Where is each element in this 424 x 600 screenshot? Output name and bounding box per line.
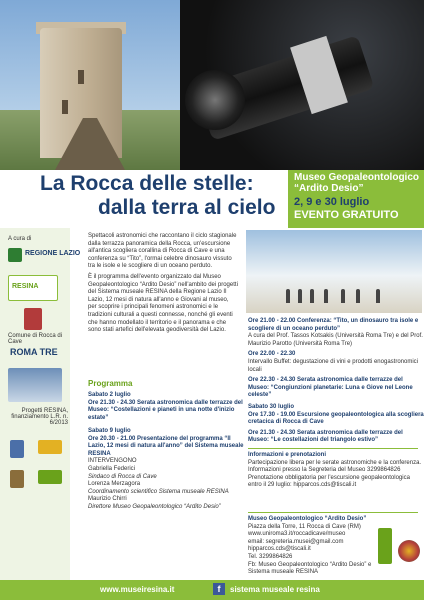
buffet-text: Intervallo Buffet: degustazione di vini e prodotti enogastronomici locali	[248, 358, 418, 373]
crest-icon	[10, 470, 24, 488]
roma-tre-logo: ROMA TRE	[10, 347, 58, 357]
tower-window	[78, 70, 84, 84]
partner-logo	[38, 470, 62, 484]
museum-heading: Museo Geopaleontologico “Ardito Desio”	[248, 516, 367, 522]
museum-phone: Tel. 3299864826	[248, 553, 293, 560]
divider	[248, 448, 418, 449]
speakers-label: INTERVENGONO	[88, 458, 137, 465]
speaker-name: Lorenza Merzagora	[88, 481, 141, 488]
intro-text	[88, 233, 238, 338]
speaker-role: Sindaco di Rocca di Cave	[88, 473, 157, 480]
resina-side-logo	[378, 528, 392, 564]
right-events	[248, 318, 424, 445]
info-heading: Informazioni e prenotazioni	[248, 452, 327, 458]
speaker-name: Gabriella Federici	[88, 465, 136, 472]
intro-paragraph: È il programma dell'evento organizzato dal Museo Geopaleontologico “Ardito Desio” nell'ambito dei progetti del Sistema museale RESINA della Regione Lazio Il Lazio, 12 mesi di natura all'anno e Giovani al museo, per scoprire i principali fenomeni astronomici e le tradizioni culturali a questi connesse, nonché gli eventi che hanno modellato il territorio e il panorama e che sono stati artefici dell'elevata geodiversità del Lazio.	[88, 273, 238, 334]
main-title-line1: La Rocca delle stelle:	[40, 172, 254, 195]
tower-window	[62, 100, 68, 114]
hero-photos	[0, 0, 424, 170]
day2-event: Ore 20.30 - 21.00 Presentazione del programma “Il Lazio, 12 mesi di natura all'anno” del Sistema museale RESINA	[88, 435, 244, 457]
info-text: Prenotazione obbligatoria per l'escursione geopaleontologica entro il 29 luglio: hipparcos.cds@tiscali.it	[248, 474, 410, 489]
speaker-role: Coordinamento scientifico Sistema museale RESINA	[88, 488, 229, 495]
sky-thumbnail	[8, 368, 62, 402]
museum-email-link[interactable]: hipparcos.cds@tiscali.it	[248, 546, 311, 553]
facebook-icon[interactable]: f	[213, 583, 225, 595]
buffet-time: Ore 22.00 - 22.30	[248, 351, 296, 358]
speaker-name: Maurizio Chirri	[88, 496, 127, 503]
comune-label: Comune di Rocca di Cave	[8, 333, 63, 345]
day2-date: Sabato 9 luglio	[88, 428, 131, 434]
footer-website-link[interactable]: www.museiresina.it	[100, 585, 175, 594]
info-text: Informazioni presso la Segreteria del Museo 3299864826	[248, 467, 401, 474]
program-day2	[88, 428, 248, 512]
resina-label: RESINA	[12, 283, 39, 290]
a-cura-label: A cura di	[8, 236, 32, 242]
info-section	[248, 452, 424, 490]
museum-website-link[interactable]: www.uniroma3.it/roccadicave/museo	[248, 531, 346, 538]
badge-free: EVENTO GRATUITO	[294, 209, 399, 221]
day1-event: Ore 21.30 - 24.30 Serata astronomica dalle terrazze del Museo: “Costellazioni e pianeti in una notte d'inizio estate”	[88, 399, 243, 421]
progetti-note: Progetti RESINA, finanziamento L.R. n. 6/2013	[11, 408, 68, 426]
astronomy-event: Ore 22.30 - 24.30 Serata astronomica dalle terrazze del Museo: “Congiunzioni planetarie: Luna e Giove nel Leone celeste”	[248, 377, 413, 399]
footer-bar	[0, 580, 424, 600]
speaker-role: Direttore Museo Geopaleontologico “Ardito Desio”	[88, 503, 221, 510]
program-day1	[88, 392, 248, 422]
divider	[248, 512, 418, 513]
footer-social-label: sistema museale resina	[230, 585, 320, 594]
telescope-lens	[185, 70, 245, 130]
conference-speakers: A cura del Prof. Tassos Kotsakis (Università Roma Tre) e del Prof. Maurizio Parotto (Università Roma Tre)	[248, 333, 423, 347]
comune-crest-icon	[24, 308, 42, 330]
program-heading: Programma	[88, 379, 133, 388]
event-photo	[246, 230, 422, 313]
intro-paragraph: Spettacoli astronomici che raccontano il ciclo stagionale dalla terrazza panoramica della Rocca, un'escursione all'antica scogliera corallina di Rocca di Cave e una conferenza su “Tito”, l'ormai celebre dinosauro vissuto tra le isole e le scogliere di un oceano perduto.	[88, 233, 237, 270]
badge-museum: Museo Geopaleontologico “Ardito Desio”	[294, 172, 420, 194]
conference-event: Ore 21.00 - 22.00 Conferenza: “Tito, un dinosauro tra isole e scogliere di un oceano perduto”	[248, 318, 419, 332]
museum-email-link[interactable]: email: segreteria.musei@gmail.com	[248, 538, 344, 545]
day1-date: Sabato 2 luglio	[88, 392, 131, 398]
museum-contacts	[248, 516, 373, 577]
regione-lazio-logo	[8, 248, 22, 262]
day3-date: Sabato 30 luglio	[248, 403, 295, 410]
crest-icon	[10, 440, 24, 458]
main-title-line2: dalla terra al cielo	[98, 196, 276, 219]
flower-logo	[398, 540, 420, 562]
museum-facebook: Fb: Museo Geopaleontologico “Ardito Desio” e Sistema museale RESINA	[248, 561, 372, 576]
badge-dates: 2, 9 e 30 luglio	[294, 196, 370, 208]
info-text: Partecipazione libera per le serate astronomiche e la conferenza.	[248, 459, 422, 466]
muve-logo	[38, 440, 62, 454]
astronomy-event-2: Ore 21.30 - 24.30 Serata astronomica dalle terrazze del Museo: “Le costellazioni del triangolo estivo”	[248, 429, 403, 444]
regione-lazio-label: REGIONE LAZIO	[25, 250, 81, 257]
museum-address: Piazza della Torre, 11 Rocca di Cave (RM)	[248, 523, 361, 530]
excursion-event: Ore 17.30 - 19.00 Escursione geopaleontologica alla scogliera cretacica di Rocca di Cave	[248, 411, 424, 426]
